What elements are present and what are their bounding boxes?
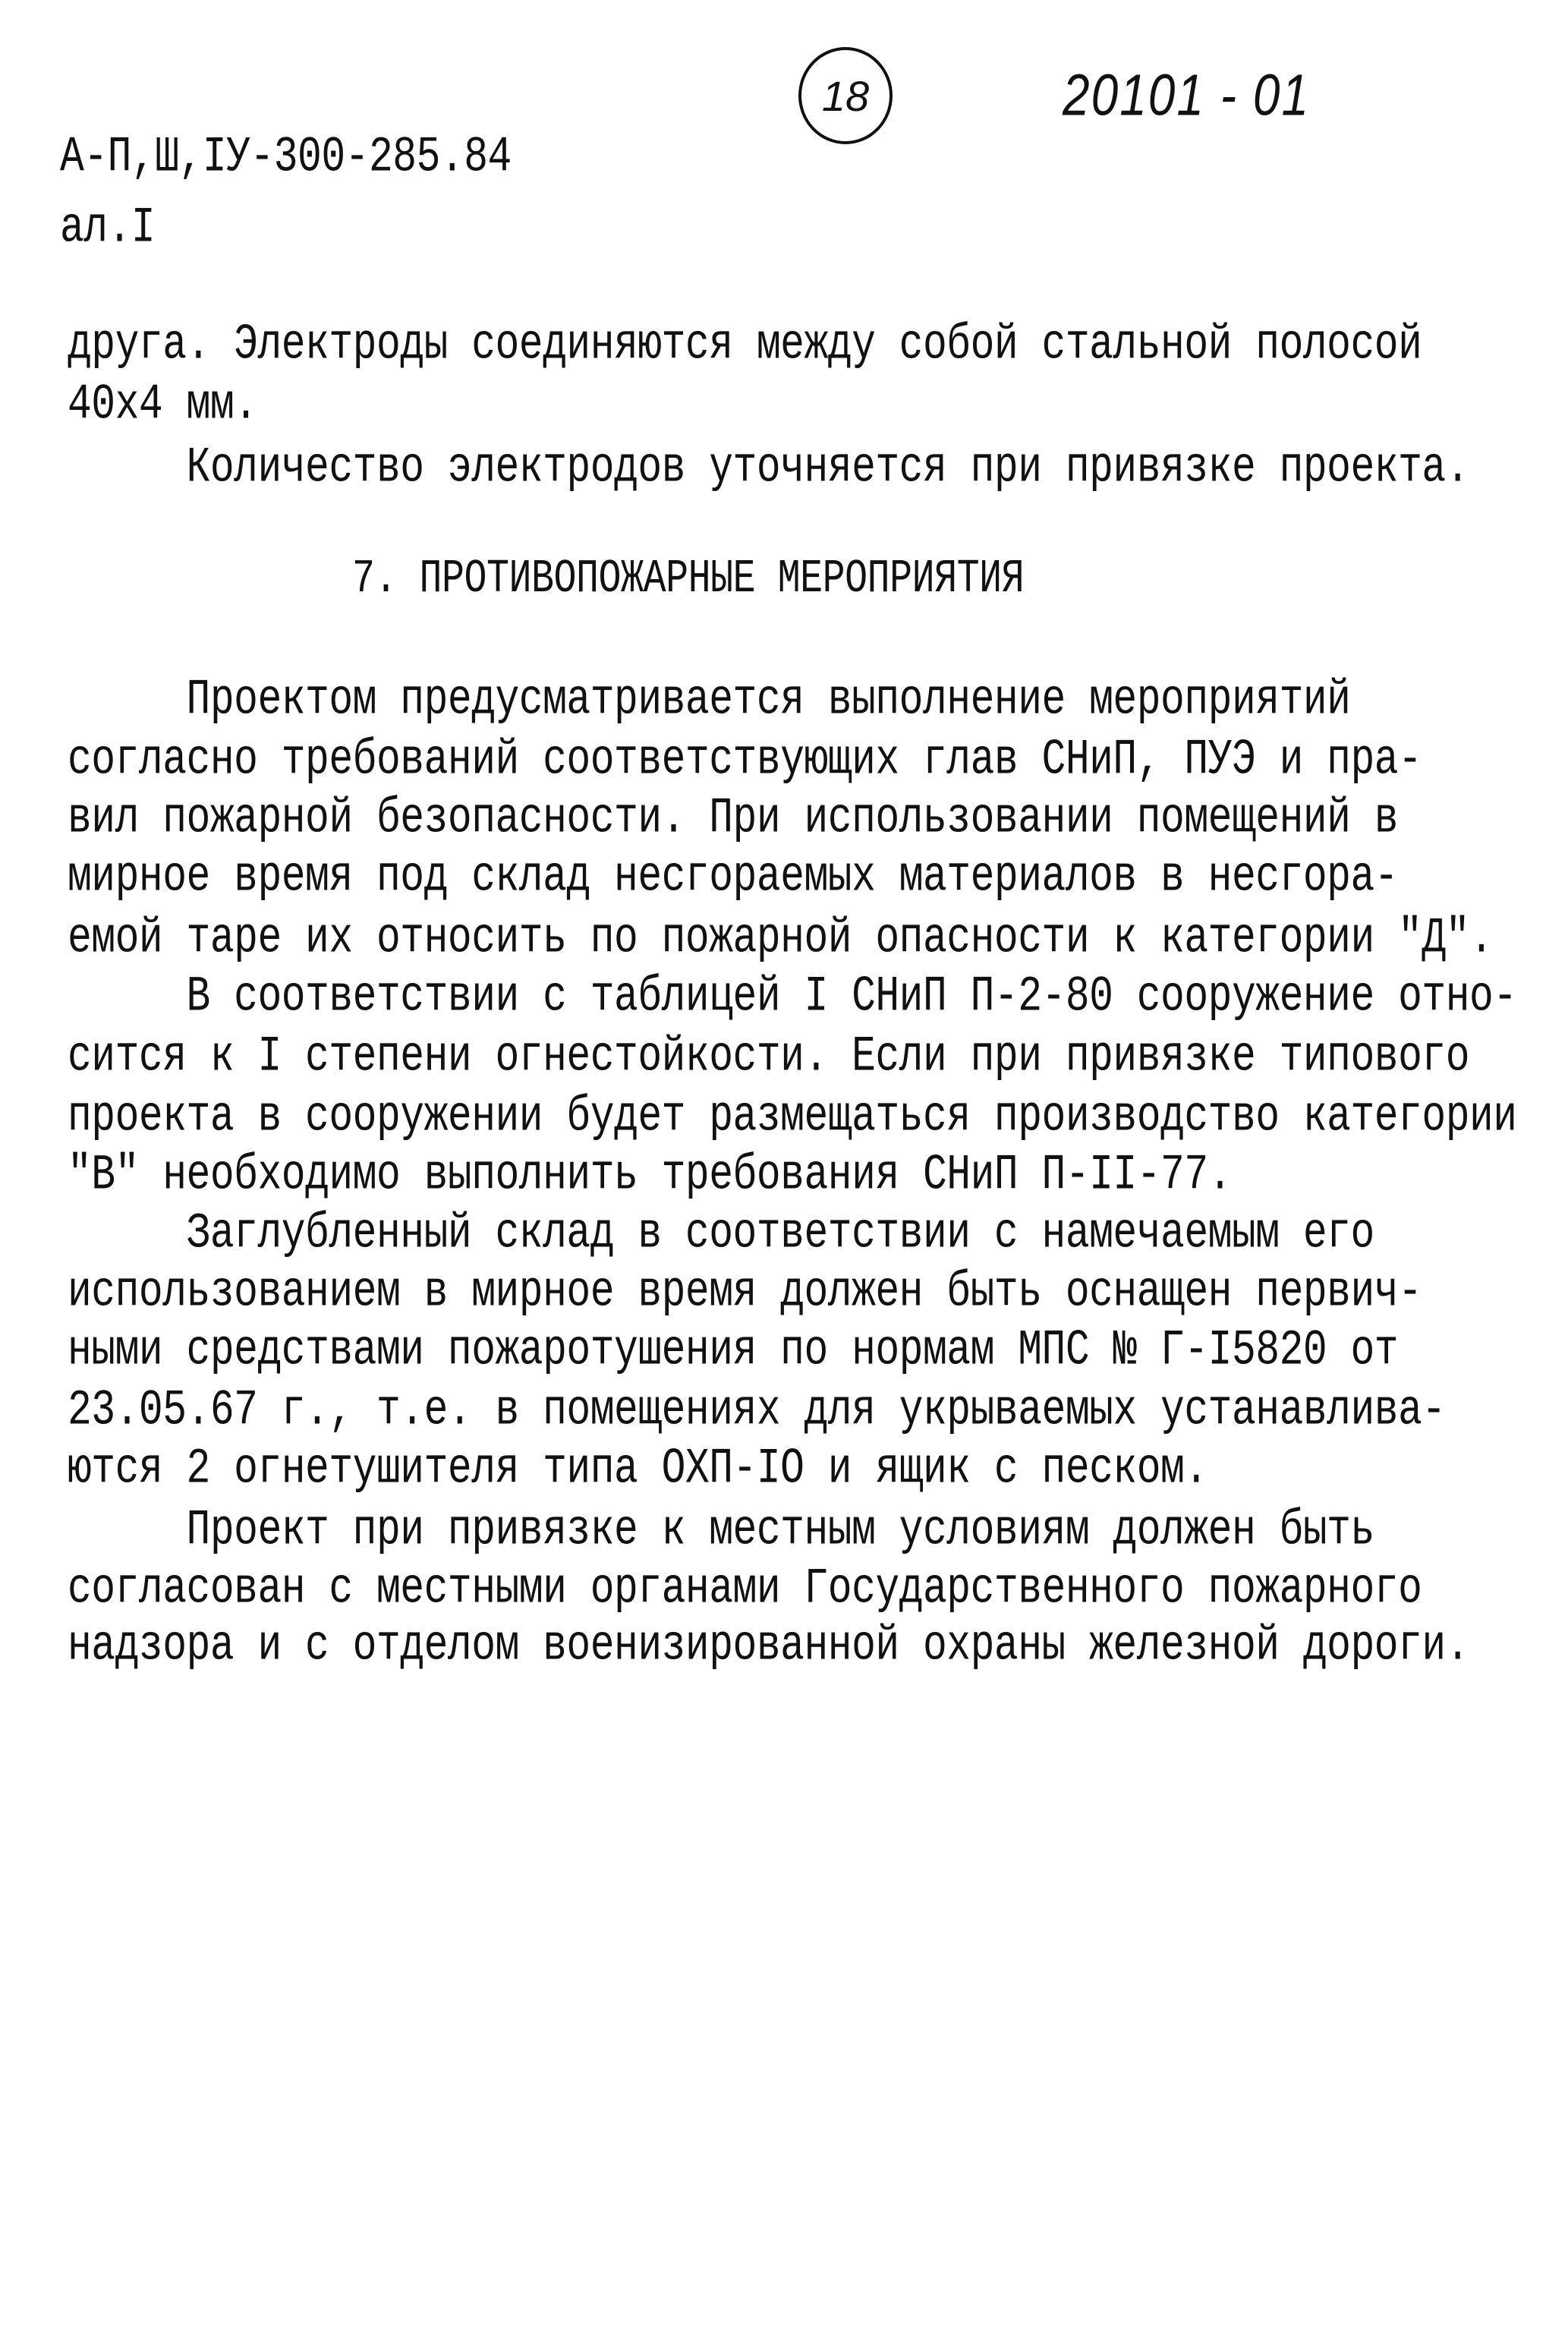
- text-line: Проект при привязке к местным условиям должен быть: [68, 1501, 1374, 1559]
- text-line: вил пожарной безопасности. При использовании помещений в: [68, 789, 1399, 847]
- document-number: 20101 - 01: [1063, 61, 1311, 128]
- text-line: В соответствии с таблицей I СНиП П-2-80 сооружение отно-: [68, 968, 1517, 1025]
- page-number-stamp: [798, 47, 893, 144]
- text-line: Проектом предусматривается выполнение мероприятий: [68, 671, 1351, 729]
- text-line: проекта в сооружении будет размещаться производство категории: [68, 1088, 1517, 1145]
- text-line: согласован с местными органами Государственного пожарного: [68, 1560, 1422, 1618]
- text-line: 40x4 мм.: [68, 376, 258, 433]
- text-line: "В" необходимо выполнить требования СНиП П-II-77.: [68, 1146, 1232, 1204]
- text-line: 23.05.67 г., т.е. в помещениях для укрываемых устанавлива-: [68, 1381, 1446, 1439]
- text-line: мирное время под склад несгораемых материалов в несгора-: [68, 848, 1399, 906]
- section-heading: 7. ПРОТИВОПОЖАРНЫЕ МЕРОПРИЯТИЯ: [352, 552, 1025, 606]
- text-line: ными средствами пожаротушения по нормам МПС № Г-I5820 от: [68, 1321, 1399, 1379]
- text-line: ются 2 огнетушителя типа ОХП-IO и ящик с песком.: [68, 1440, 1208, 1498]
- text-line: надзора и с отделом военизированной охраны железной дороги.: [68, 1617, 1470, 1674]
- header-code: А-П,Ш,IУ-300-285.84: [60, 128, 512, 186]
- header-sheet: ал.I: [60, 199, 156, 257]
- text-line: емой таре их относить по пожарной опасности к категории "Д".: [68, 909, 1494, 967]
- page-number: 18: [821, 71, 870, 120]
- text-line: Количество электродов уточняется при привязке проекта.: [68, 439, 1470, 496]
- text-line: Заглубленный склад в соответствии с намечаемым его: [68, 1205, 1374, 1262]
- text-line: друга. Электроды соединяются между собой стальной полосой: [68, 316, 1422, 373]
- text-line: использованием в мирное время должен быть оснащен первич-: [68, 1263, 1422, 1321]
- text-line: сится к I степени огнестойкости. Если при привязке типового: [68, 1028, 1470, 1085]
- text-line: согласно требований соответствующих глав СНиП, ПУЭ и пра-: [68, 731, 1422, 789]
